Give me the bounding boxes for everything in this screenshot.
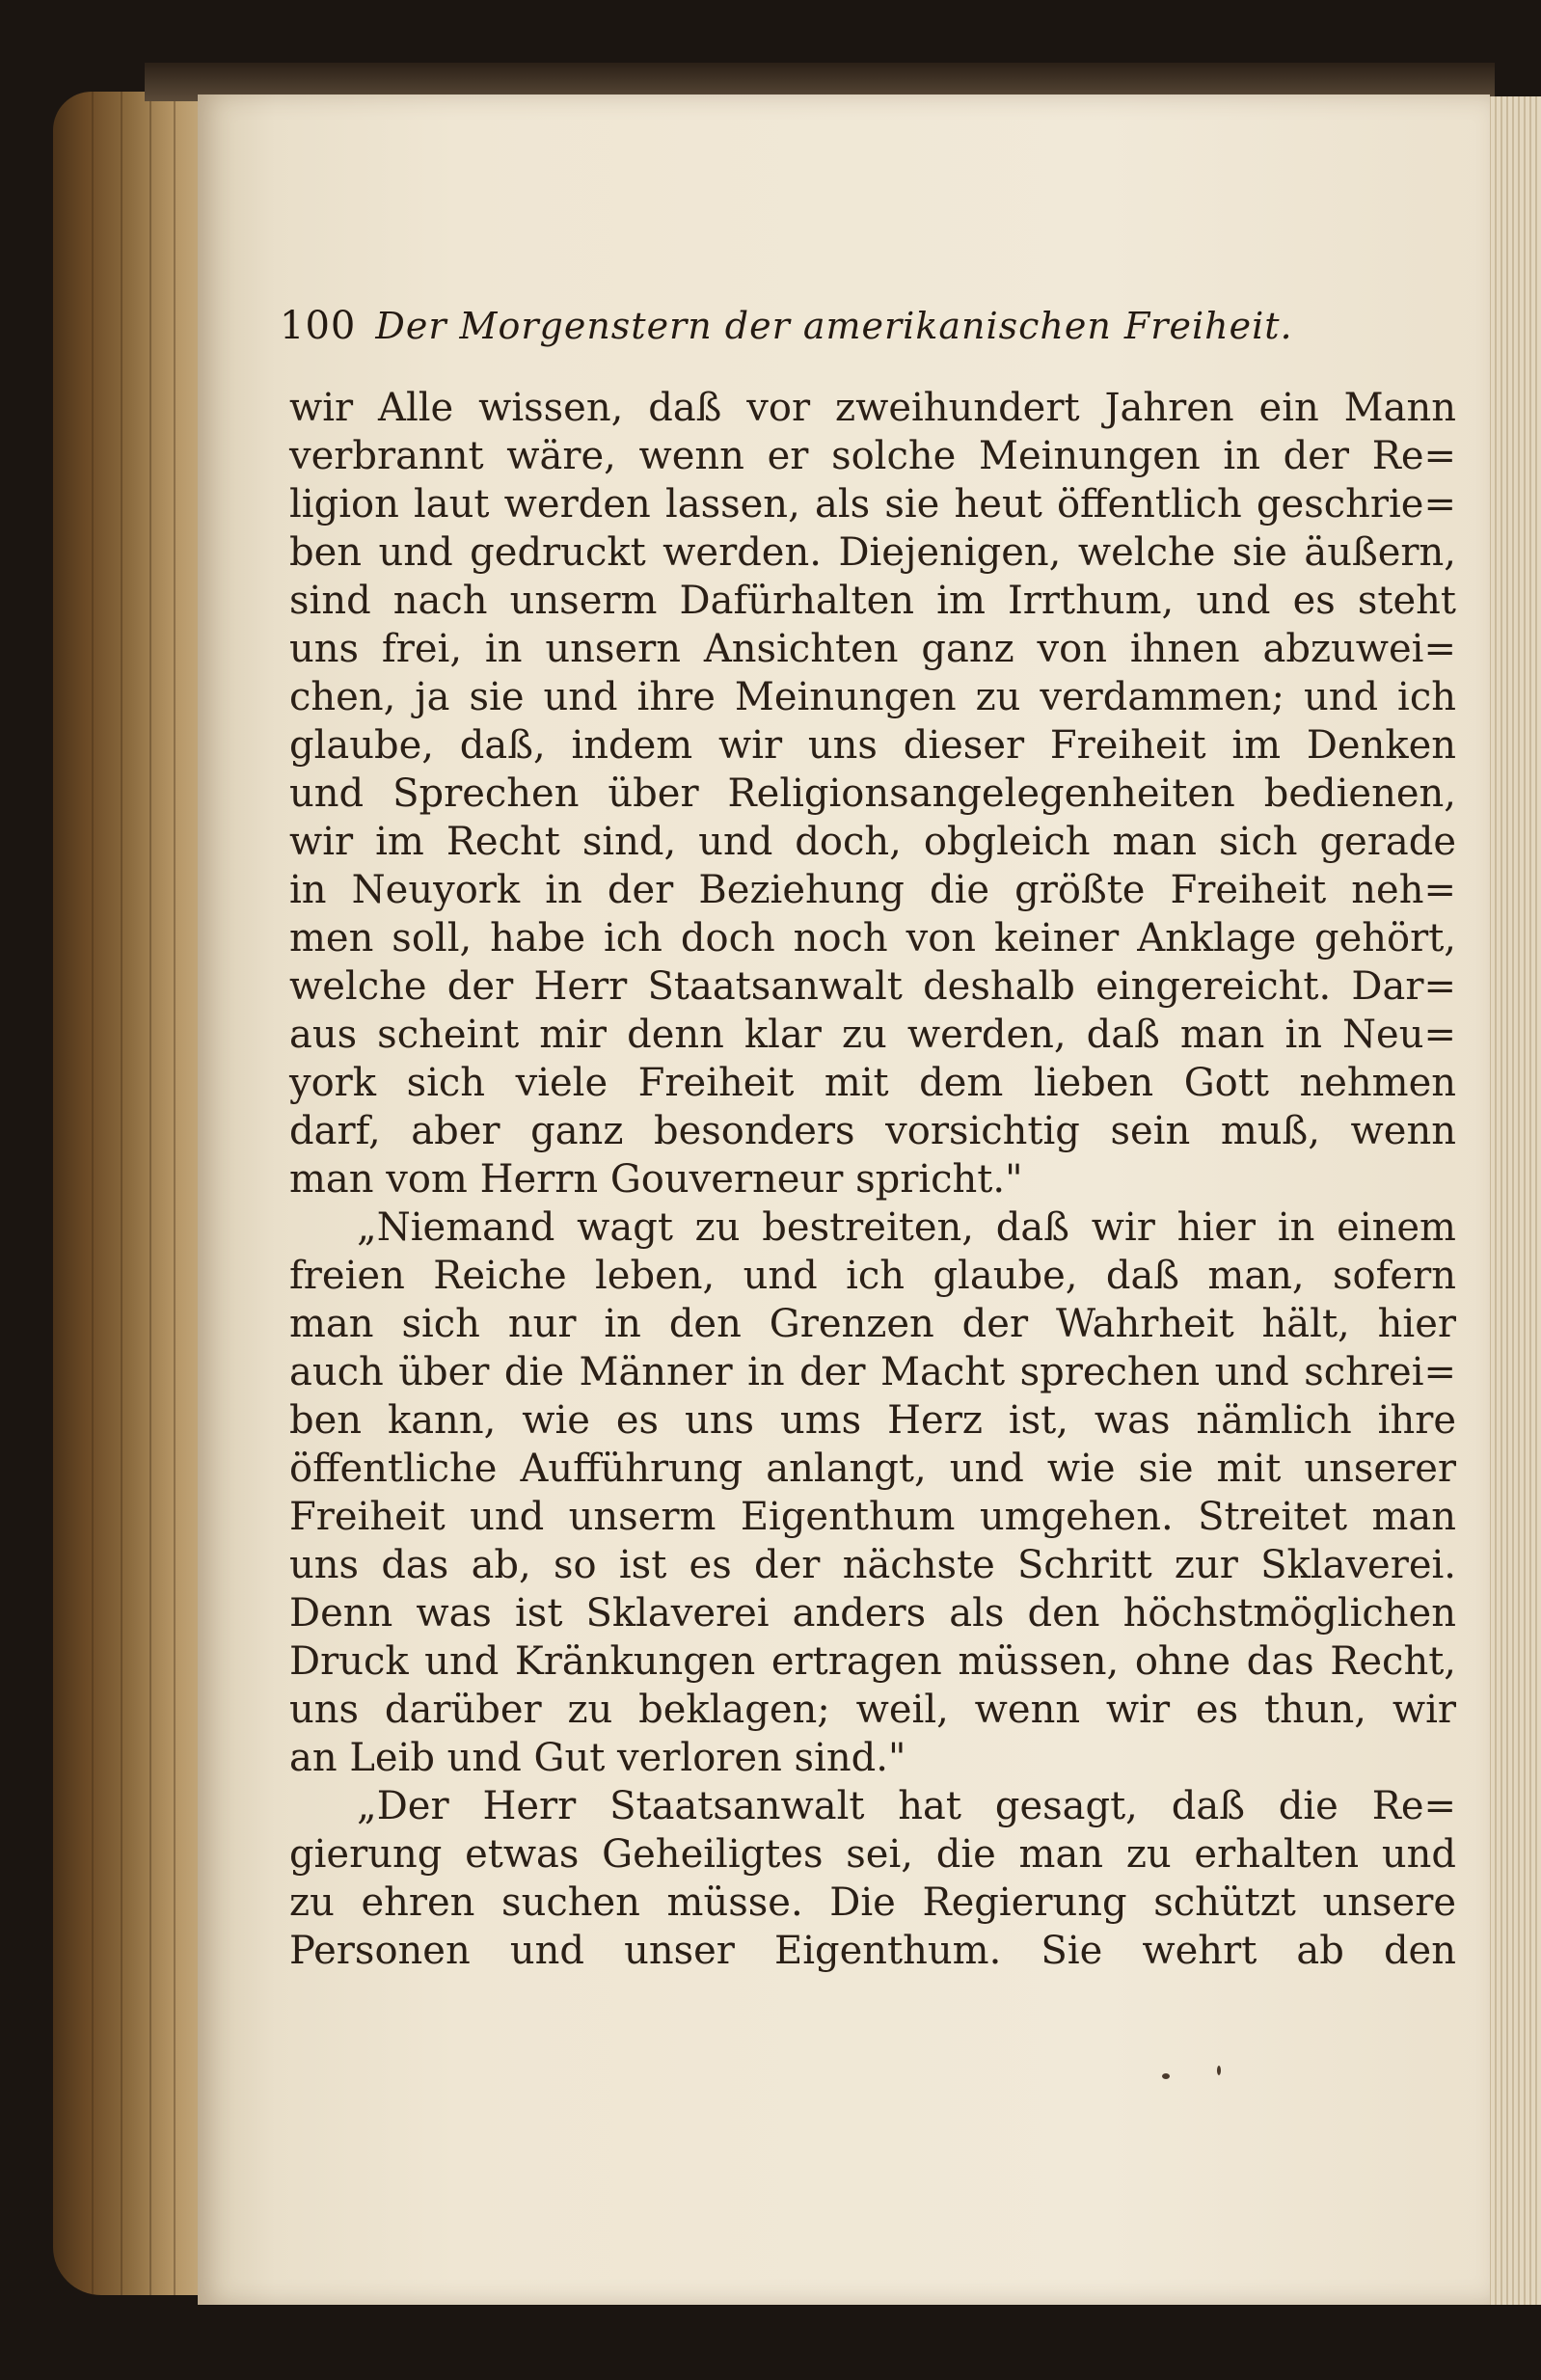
text-line: Freiheit und unserm Eigenthum umgehen. Streitet man [289, 1495, 1456, 1539]
text-line: ligion laut werden lassen, als sie heut öffentlich geschrie= [289, 482, 1456, 527]
page-number: 100 [280, 304, 357, 348]
text-line: glaube, daß, indem wir uns dieser Freiheit im Denken [289, 723, 1456, 768]
text-line: ben kann, wie es uns ums Herz ist, was nämlich ihre [289, 1398, 1456, 1443]
text-line: an Leib und Gut verloren sind." [289, 1736, 906, 1780]
text-line: wir im Recht sind, und doch, obgleich man sich gerade [289, 820, 1456, 864]
ink-speck [1217, 2066, 1221, 2075]
text-line: chen, ja sie und ihre Meinungen zu verdammen; und ich [289, 675, 1456, 719]
text-line: und Sprechen über Religionsangelegenheiten bedienen, [289, 771, 1456, 816]
text-line: sind nach unserm Dafürhalten im Irrthum, und es steht [289, 579, 1456, 623]
text-line: darf, aber ganz besonders vorsichtig sein muß, wenn [289, 1109, 1456, 1153]
text-line: man sich nur in den Grenzen der Wahrheit hält, hier [289, 1302, 1456, 1346]
text-line: uns darüber zu beklagen; weil, wenn wir es thun, wir [289, 1688, 1456, 1732]
text-line: wir Alle wissen, daß vor zweihundert Jahren ein Mann [289, 386, 1456, 430]
text-line: york sich viele Freiheit mit dem lieben Gott nehmen [289, 1061, 1456, 1105]
text-line: Denn was ist Sklaverei anders als den höchstmöglichen [289, 1591, 1456, 1636]
text-line: in Neuyork in der Beziehung die größte Freiheit neh= [289, 868, 1456, 912]
text-line: ben und gedruckt werden. Diejenigen, welche sie äußern, [289, 530, 1456, 575]
text-line: uns das ab, so ist es der nächste Schritt zur Sklaverei. [289, 1543, 1456, 1587]
text-line: Personen und unser Eigenthum. Sie wehrt ab den [289, 1929, 1456, 1973]
text-line: man vom Herrn Gouverneur spricht." [289, 1157, 1023, 1202]
ink-speck [1162, 2073, 1170, 2079]
running-title: Der Morgenstern der amerikanischen Freiheit. [375, 305, 1293, 347]
text-line: „Der Herr Staatsanwalt hat gesagt, daß die Re= [357, 1784, 1456, 1828]
text-line: auch über die Männer in der Macht sprechen und schrei= [289, 1350, 1456, 1394]
text-line: aus scheint mir denn klar zu werden, daß man in Neu= [289, 1013, 1456, 1057]
text-line: verbrannt wäre, wenn er solche Meinungen in der Re= [289, 434, 1456, 478]
text-line: zu ehren suchen müsse. Die Regierung schützt unsere [289, 1880, 1456, 1925]
book-page-edges [53, 92, 222, 2295]
text-line: freien Reiche leben, und ich glaube, daß man, sofern [289, 1254, 1456, 1298]
text-line: gierung etwas Geheiligtes sei, die man zu erhalten und [289, 1832, 1456, 1877]
running-header [280, 304, 1350, 348]
text-line: uns frei, in unsern Ansichten ganz von ihnen abzuwei= [289, 627, 1456, 671]
body-text [289, 384, 1456, 1975]
text-line: öffentliche Aufführung anlangt, und wie sie mit unserer [289, 1447, 1456, 1491]
text-line: „Niemand wagt zu bestreiten, daß wir hier in einem [357, 1205, 1456, 1250]
text-line: welche der Herr Staatsanwalt deshalb eingereicht. Dar= [289, 964, 1456, 1009]
text-line: Druck und Kränkungen ertragen müssen, ohne das Recht, [289, 1639, 1456, 1684]
right-page-stack [1485, 96, 1541, 2305]
text-line: men soll, habe ich doch noch von keiner Anklage gehört, [289, 916, 1456, 960]
